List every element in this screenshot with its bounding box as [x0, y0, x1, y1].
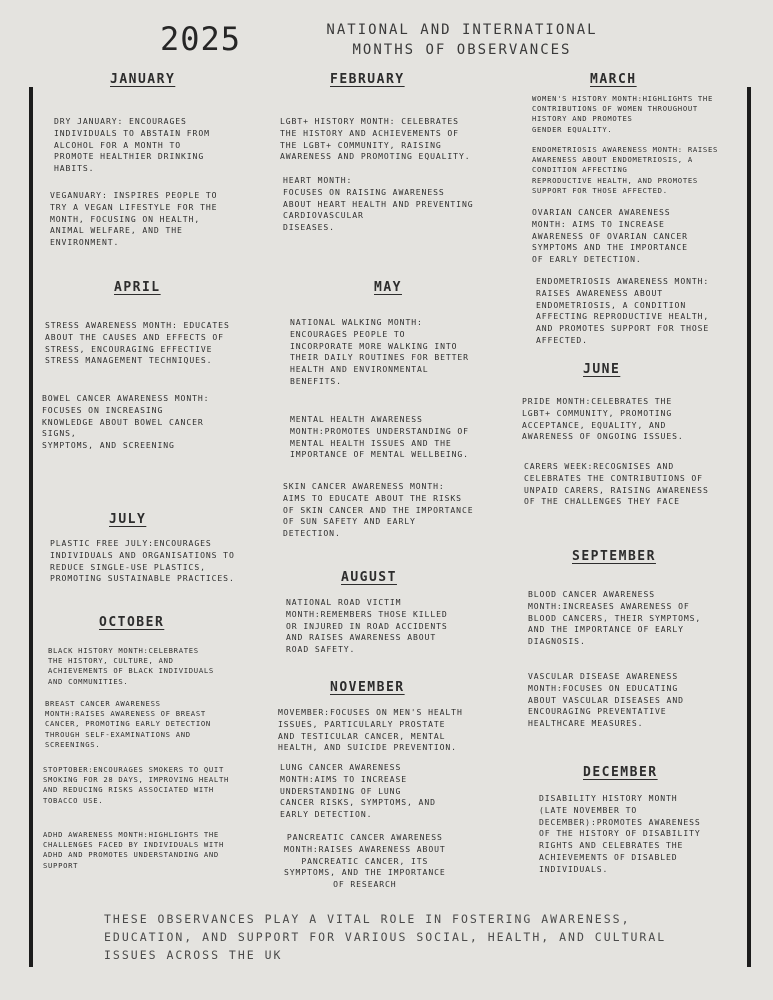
observance-vascular-disease-awareness-month: VASCULAR DISEASE AWARENESS MONTH:FOCUSES ON EDUCATING ABOUT VASCULAR DISEASES AND ENCOURAGING PREVENTATIVE HEALTHCARE MEASURES.: [528, 671, 684, 729]
observance-bowel-cancer-awareness-month: BOWEL CANCER AWARENESS MONTH: FOCUSES ON INCREASING KNOWLEDGE ABOUT BOWEL CANCER SIGNS, SYMPTOMS, AND SCREENING: [42, 393, 210, 451]
observance-national-walking-month: NATIONAL WALKING MONTH: ENCOURAGES PEOPLE TO INCORPORATE MORE WALKING INTO THEIR DAILY ROUTINES FOR BETTER HEALTH AND ENVIRONMENTAL BENEFITS.: [290, 317, 469, 386]
left-border-line: [29, 87, 33, 967]
month-heading-october: OCTOBER: [99, 615, 165, 630]
month-heading-september: SEPTEMBER: [572, 549, 656, 564]
observance-dry-january: DRY JANUARY: ENCOURAGES INDIVIDUALS TO ABSTAIN FROM ALCOHOL FOR A MONTH TO PROMOTE HEALTHIER DRINKING HABITS.: [54, 116, 210, 174]
observance-endometriosis-awareness-month: ENDOMETRIOSIS AWARENESS MONTH: RAISES AWARENESS ABOUT ENDOMETRIOSIS, A CONDITION AFFECTING REPRODUCTIVE HEALTH, AND PROMOTES SUPPORT FOR THOSE AFFECTED.: [532, 145, 719, 195]
observance-black-history-month: BLACK HISTORY MONTH:CELEBRATES THE HISTORY, CULTURE, AND ACHIEVEMENTS OF BLACK INDIVIDUALS AND COMMUNITIES.: [48, 646, 214, 686]
observance-carers-week: CARERS WEEK:RECOGNISES AND CELEBRATES THE CONTRIBUTIONS OF UNPAID CARERS, RAISING AWARENESS OF THE CHALLENGES THEY FACE: [524, 461, 709, 507]
month-heading-august: AUGUST: [341, 570, 397, 585]
observance-breast-cancer-awareness-month: BREAST CANCER AWARENESS MONTH:RAISES AWARENESS OF BREAST CANCER, PROMOTING EARLY DETECTION THROUGH SELF-EXAMINATIONS AND SCREENINGS.: [45, 699, 211, 749]
month-heading-december: DECEMBER: [583, 765, 658, 780]
observance-skin-cancer-awareness-month: SKIN CANCER AWARENESS MONTH: AIMS TO EDUCATE ABOUT THE RISKS OF SKIN CANCER AND THE IMPORTANCE OF SUN SAFETY AND EARLY DETECTION.: [283, 481, 474, 539]
month-heading-february: FEBRUARY: [330, 72, 405, 87]
observance-plastic-free-july: PLASTIC FREE JULY:ENCOURAGES INDIVIDUALS AND ORGANISATIONS TO REDUCE SINGLE-USE PLASTICS, PROMOTING SUSTAINABLE PRACTICES.: [50, 538, 235, 584]
year-heading: 2025: [160, 20, 242, 58]
page-title: NATIONAL AND INTERNATIONAL MONTHS OF OBSERVANCES: [326, 22, 598, 58]
observance-stress-awareness-month: STRESS AWARENESS MONTH: EDUCATES ABOUT THE CAUSES AND EFFECTS OF STRESS, ENCOURAGING EFFECTIVE STRESS MANAGEMENT TECHNIQUES.: [45, 320, 230, 366]
observance-movember: MOVEMBER:FOCUSES ON MEN'S HEALTH ISSUES, PARTICULARLY PROSTATE AND TESTICULAR CANCER, MENTAL HEALTH, AND SUICIDE PREVENTION.: [278, 707, 463, 753]
observance-pancreatic-cancer-awareness-month: PANCREATIC CANCER AWARENESS MONTH:RAISES AWARENESS ABOUT PANCREATIC CANCER, ITS SYMPTOMS, AND THE IMPORTANCE OF RESEARCH: [284, 832, 446, 890]
month-heading-june: JUNE: [583, 362, 621, 377]
month-heading-may: MAY: [374, 280, 402, 295]
observance-womens-history-month: WOMEN'S HISTORY MONTH:HIGHLIGHTS THE CONTRIBUTIONS OF WOMEN THROUGHOUT HISTORY AND PROMOTES GENDER EQUALITY.: [532, 94, 713, 134]
observance-veganuary: VEGANUARY: INSPIRES PEOPLE TO TRY A VEGAN LIFESTYLE FOR THE MONTH, FOCUSING ON HEALTH, ANIMAL WELFARE, AND THE ENVIRONMENT.: [50, 190, 218, 248]
observance-pride-month: PRIDE MONTH:CELEBRATES THE LGBT+ COMMUNITY, PROMOTING ACCEPTANCE, EQUALITY, AND AWARENESS OF ONGOING ISSUES.: [522, 396, 684, 442]
month-heading-july: JULY: [109, 512, 147, 527]
month-heading-april: APRIL: [114, 280, 161, 295]
observance-adhd-awareness-month: ADHD AWARENESS MONTH:HIGHLIGHTS THE CHALLENGES FACED BY INDIVIDUALS WITH ADHD AND PROMOTES UNDERSTANDING AND SUPPORT: [43, 830, 224, 870]
footer-statement: THESE OBSERVANCES PLAY A VITAL ROLE IN FOSTERING AWARENESS, EDUCATION, AND SUPPORT FOR VARIOUS SOCIAL, HEALTH, AND CULTURAL ISSUES ACROSS THE UK: [104, 912, 667, 962]
month-heading-march: MARCH: [590, 72, 637, 87]
observance-blood-cancer-awareness-month: BLOOD CANCER AWARENESS MONTH:INCREASES AWARENESS OF BLOOD CANCERS, THEIR SYMPTOMS, AND THE IMPORTANCE OF EARLY DIAGNOSIS.: [528, 589, 702, 647]
observance-lgbt-history-month: LGBT+ HISTORY MONTH: CELEBRATES THE HISTORY AND ACHIEVEMENTS OF THE LGBT+ COMMUNITY, RAISING AWARENESS AND PROMOTING EQUALITY.: [280, 116, 471, 162]
observance-national-road-victim-month: NATIONAL ROAD VICTIM MONTH:REMEMBERS THOSE KILLED OR INJURED IN ROAD ACCIDENTS AND RAISES AWARENESS ABOUT ROAD SAFETY.: [286, 597, 448, 655]
right-border-line: [747, 87, 751, 967]
month-heading-november: NOVEMBER: [330, 680, 405, 695]
observance-stoptober: STOPTOBER:ENCOURAGES SMOKERS TO QUIT SMOKING FOR 28 DAYS, IMPROVING HEALTH AND REDUCING RISKS ASSOCIATED WITH TOBACCO USE.: [43, 765, 230, 805]
month-heading-january: JANUARY: [110, 72, 176, 87]
observance-heart-month: HEART MONTH: FOCUSES ON RAISING AWARENESS ABOUT HEART HEALTH AND PREVENTING CARDIOVASCULAR DISEASES.: [283, 175, 474, 233]
observance-disability-history-month: DISABILITY HISTORY MONTH (LATE NOVEMBER TO DECEMBER):PROMOTES AWARENESS OF THE HISTORY OF DISABILITY RIGHTS AND CELEBRATES THE ACHIEVEMENTS OF DISABLED INDIVIDUALS.: [539, 793, 701, 874]
observance-mental-health-awareness-month: MENTAL HEALTH AWARENESS MONTH:PROMOTES UNDERSTANDING OF MENTAL HEALTH ISSUES AND THE IMPORTANCE OF MENTAL WELLBEING.: [290, 414, 469, 460]
observance-ovarian-cancer-awareness-month: OVARIAN CANCER AWARENESS MONTH: AIMS TO INCREASE AWARENESS OF OVARIAN CANCER SYMPTOMS AND THE IMPORTANCE OF EARLY DETECTION.: [532, 207, 688, 265]
observance-lung-cancer-awareness-month: LUNG CANCER AWARENESS MONTH:AIMS TO INCREASE UNDERSTANDING OF LUNG CANCER RISKS, SYMPTOMS, AND EARLY DETECTION.: [280, 762, 436, 820]
observance-endometriosis-awareness-month-2: ENDOMETRIOSIS AWARENESS MONTH: RAISES AWARENESS ABOUT ENDOMETRIOSIS, A CONDITION AFFECTING REPRODUCTIVE HEALTH, AND PROMOTES SUPPORT FOR THOSE AFFECTED.: [536, 276, 710, 345]
